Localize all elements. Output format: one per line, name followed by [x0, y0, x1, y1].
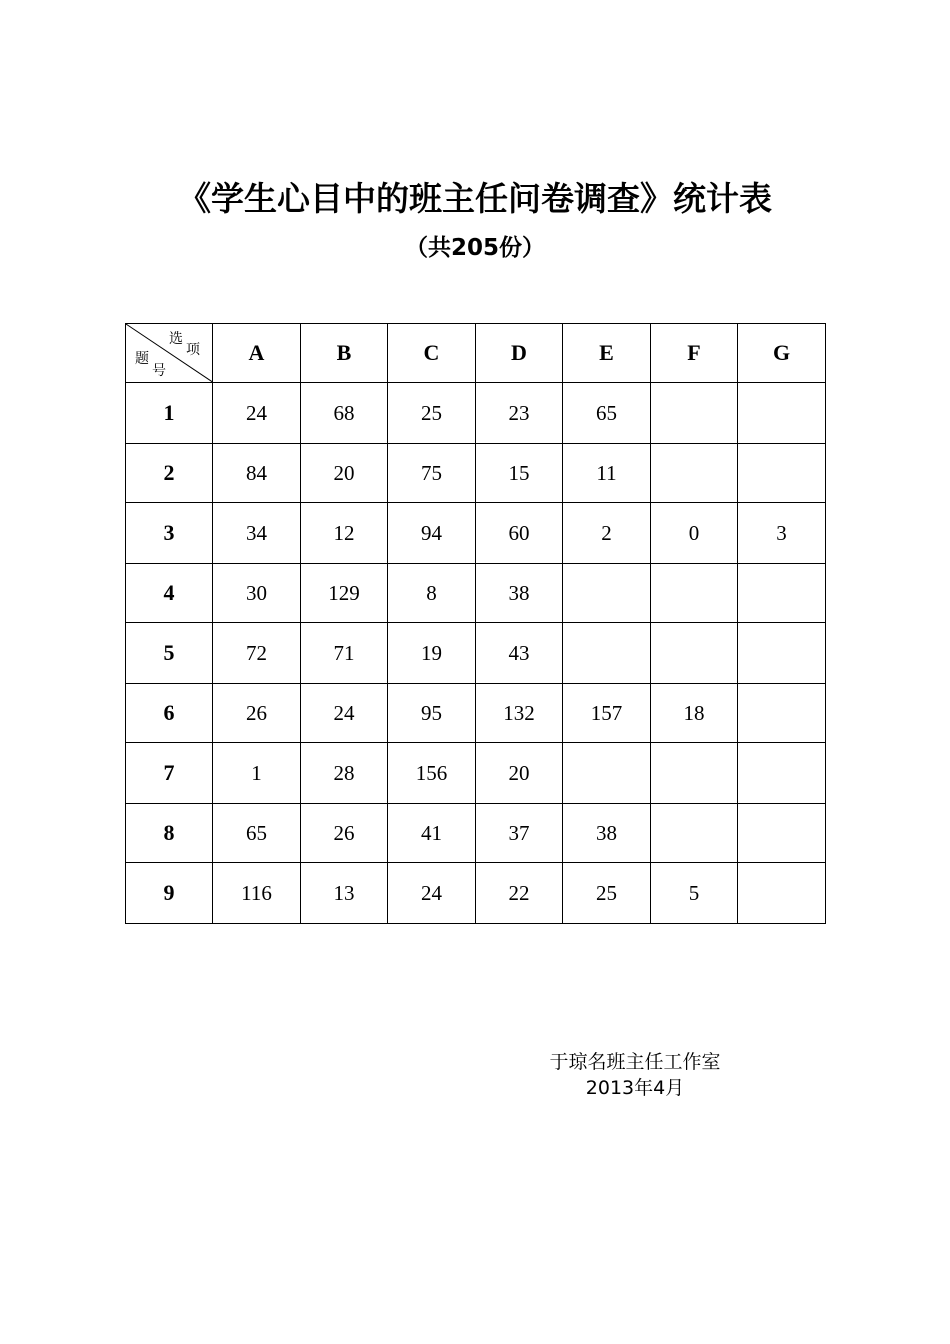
count-cell: 12 — [301, 503, 388, 564]
count-cell: 41 — [388, 804, 476, 863]
question-number-cell: 7 — [126, 743, 213, 804]
count-cell: 11 — [563, 444, 651, 503]
statistics-table — [125, 323, 826, 924]
count-cell: 25 — [563, 863, 651, 924]
count-cell: 129 — [301, 564, 388, 623]
count-cell: 38 — [563, 804, 651, 863]
option-label-1: 选 — [169, 331, 183, 347]
question-number-cell: 1 — [126, 383, 213, 444]
count-cell: 8 — [388, 564, 476, 623]
count-cell — [651, 383, 738, 444]
count-cell — [738, 383, 826, 444]
count-cell: 34 — [213, 503, 301, 564]
count-cell — [563, 564, 651, 623]
count-cell: 72 — [213, 623, 301, 684]
question-number-cell: 9 — [126, 863, 213, 924]
count-cell — [563, 743, 651, 804]
option-label-2: 项 — [186, 342, 200, 358]
count-cell: 2 — [563, 503, 651, 564]
count-cell: 84 — [213, 444, 301, 503]
count-cell — [651, 804, 738, 863]
count-cell: 22 — [476, 863, 563, 924]
count-cell: 157 — [563, 684, 651, 743]
table-row — [126, 383, 826, 444]
count-cell: 0 — [651, 503, 738, 564]
count-cell — [738, 623, 826, 684]
count-cell: 65 — [213, 804, 301, 863]
column-header: B — [301, 324, 388, 383]
count-cell: 30 — [213, 564, 301, 623]
count-cell: 3 — [738, 503, 826, 564]
column-header: D — [476, 324, 563, 383]
table-row — [126, 743, 826, 804]
count-cell — [738, 804, 826, 863]
table-row — [126, 804, 826, 863]
document-subtitle: （共205份） — [404, 235, 545, 261]
count-cell: 25 — [388, 383, 476, 444]
count-cell: 18 — [651, 684, 738, 743]
question-label-2: 号 — [152, 363, 166, 379]
count-cell: 43 — [476, 623, 563, 684]
column-header: F — [651, 324, 738, 383]
document-title: 《学生心目中的班主任问卷调查》统计表 — [178, 179, 772, 218]
question-number-cell: 6 — [126, 684, 213, 743]
table-row — [126, 564, 826, 623]
count-cell: 156 — [388, 743, 476, 804]
count-cell: 5 — [651, 863, 738, 924]
count-cell: 65 — [563, 383, 651, 444]
count-cell: 94 — [388, 503, 476, 564]
count-cell: 68 — [301, 383, 388, 444]
count-cell — [651, 564, 738, 623]
count-cell: 1 — [213, 743, 301, 804]
question-number-cell: 8 — [126, 804, 213, 863]
question-label-1: 题 — [135, 351, 149, 367]
count-cell: 20 — [476, 743, 563, 804]
footer-date: 2013年4月 — [585, 1077, 685, 1099]
footer-organization: 于琼名班主任工作室 — [549, 1051, 721, 1073]
count-cell — [738, 863, 826, 924]
count-cell: 71 — [301, 623, 388, 684]
table-row — [126, 863, 826, 924]
count-cell: 95 — [388, 684, 476, 743]
count-cell: 24 — [388, 863, 476, 924]
count-cell — [738, 444, 826, 503]
count-cell: 20 — [301, 444, 388, 503]
column-header: E — [563, 324, 651, 383]
count-cell: 15 — [476, 444, 563, 503]
count-cell — [563, 623, 651, 684]
count-cell: 19 — [388, 623, 476, 684]
table-row — [126, 623, 826, 684]
question-number-cell: 5 — [126, 623, 213, 684]
count-cell: 26 — [213, 684, 301, 743]
count-cell: 28 — [301, 743, 388, 804]
table-row — [126, 503, 826, 564]
table-header-row — [126, 324, 826, 383]
count-cell: 37 — [476, 804, 563, 863]
table-row — [126, 444, 826, 503]
column-header: C — [388, 324, 476, 383]
count-cell — [651, 623, 738, 684]
count-cell — [651, 444, 738, 503]
count-cell — [651, 743, 738, 804]
count-cell: 38 — [476, 564, 563, 623]
table-row — [126, 684, 826, 743]
count-cell: 26 — [301, 804, 388, 863]
question-number-cell: 3 — [126, 503, 213, 564]
count-cell: 13 — [301, 863, 388, 924]
column-header: G — [738, 324, 826, 383]
column-header: A — [213, 324, 301, 383]
count-cell — [738, 743, 826, 804]
count-cell: 24 — [213, 383, 301, 444]
count-cell: 132 — [476, 684, 563, 743]
question-number-cell: 2 — [126, 444, 213, 503]
question-number-cell: 4 — [126, 564, 213, 623]
count-cell: 24 — [301, 684, 388, 743]
count-cell: 23 — [476, 383, 563, 444]
count-cell — [738, 564, 826, 623]
count-cell — [738, 684, 826, 743]
count-cell: 116 — [213, 863, 301, 924]
count-cell: 75 — [388, 444, 476, 503]
count-cell: 60 — [476, 503, 563, 564]
corner-header-cell — [126, 324, 213, 383]
